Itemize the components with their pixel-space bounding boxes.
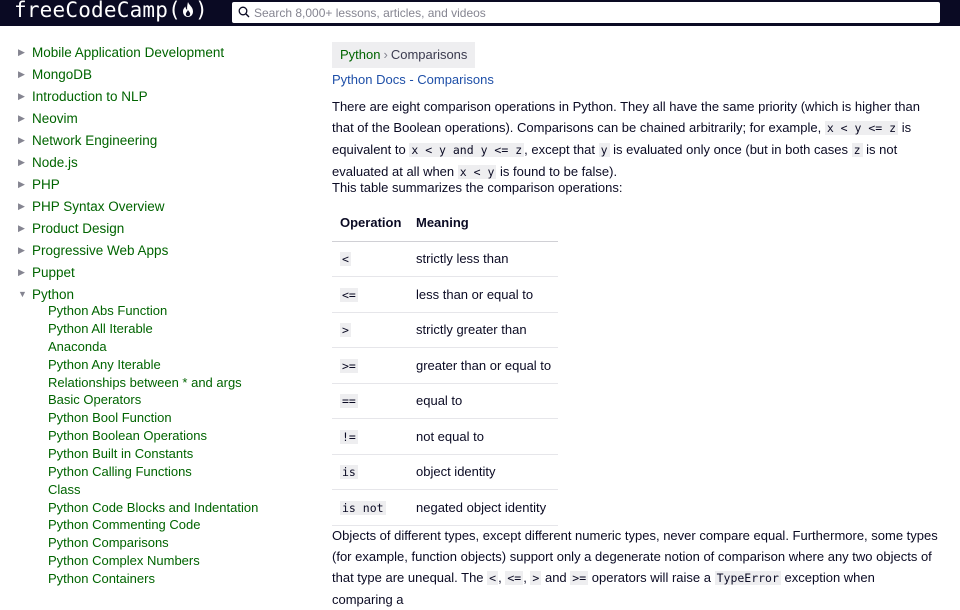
table-row — [332, 312, 558, 348]
caret-right-icon: ▶ — [18, 68, 25, 79]
sidebar-subitem-containers[interactable]: Python Containers — [48, 571, 155, 586]
breadcrumb-separator: › — [383, 47, 388, 62]
meaning-cell: object identity — [408, 454, 558, 490]
operator-code: <= — [342, 287, 356, 302]
caret-right-icon: ▶ — [18, 112, 25, 123]
sidebar-subitem-python-all[interactable]: Python All Iterable — [48, 321, 153, 336]
search-input[interactable] — [254, 2, 934, 23]
table-row — [332, 490, 558, 526]
caret-right-icon: ▶ — [18, 244, 25, 255]
search-bar — [232, 2, 940, 23]
meaning-cell: equal to — [408, 383, 558, 419]
caret-right-icon: ▶ — [18, 156, 25, 167]
freecodecamp-logo[interactable]: freeCodeCamp( ) — [14, 0, 208, 22]
operator-code: != — [342, 429, 356, 444]
meaning-cell: negated object identity — [408, 490, 558, 526]
table-row — [332, 277, 558, 313]
sidebar-item-puppet[interactable]: ▶ Puppet — [18, 264, 75, 280]
summary-paragraph: This table summarizes the comparison operations: — [332, 180, 623, 195]
inline-code: x < y and y <= z — [411, 143, 523, 157]
sidebar-subitem-boolean-operations[interactable]: Python Boolean Operations — [48, 428, 207, 443]
caret-right-icon: ▶ — [18, 46, 25, 57]
inline-code: z — [853, 143, 861, 157]
sidebar-subitem-python-any[interactable]: Python Any Iterable — [48, 357, 161, 372]
meaning-cell: less than or equal to — [408, 277, 558, 313]
operator-code: is — [342, 465, 356, 480]
caret-right-icon: ▶ — [18, 200, 25, 211]
sidebar-item-neovim[interactable]: ▶ Neovim — [18, 110, 78, 126]
sidebar-subitem-built-in-constants[interactable]: Python Built in Constants — [48, 446, 194, 461]
intro-paragraph: There are eight comparison operations in Python. They all have the same priority (which is higher than that of the Boolean operations). Comparisons can be chained arbitrarily; for example, x < y <= z is equivalent to x < y and y <= z , except that y is evaluated only once (but in both cases z is not evaluated at all when x < y is found to be false). — [332, 99, 920, 179]
table-row — [332, 348, 558, 384]
sidebar-nav — [0, 26, 320, 586]
flame-icon — [181, 1, 195, 18]
breadcrumb-parent[interactable]: Python — [340, 47, 381, 62]
sidebar-item-php-syntax[interactable]: ▶ PHP Syntax Overview — [18, 198, 165, 214]
meaning-cell: not equal to — [408, 419, 558, 455]
sidebar-item-mobile-app-dev[interactable]: ▶ Mobile Application Development — [18, 44, 225, 60]
sidebar-subitem-star-args[interactable]: Relationships between * and args — [48, 375, 242, 390]
inline-code: <= — [507, 571, 522, 585]
column-header-operation: Operation — [332, 205, 408, 241]
sidebar-subitem-class[interactable]: Class — [48, 482, 81, 497]
article-content — [332, 26, 942, 607]
operator-code: == — [342, 394, 356, 409]
caret-right-icon: ▶ — [18, 222, 25, 233]
caret-down-icon: ▼ — [18, 289, 27, 299]
caret-right-icon: ▶ — [18, 134, 25, 145]
table-row — [332, 419, 558, 455]
table-row — [332, 241, 558, 277]
operator-code: < — [342, 252, 349, 267]
table-header-row — [332, 205, 558, 241]
inline-code: y — [600, 143, 608, 157]
python-docs-link[interactable]: Python Docs - Comparisons — [332, 72, 494, 87]
operator-code: is not — [342, 500, 384, 515]
sidebar-item-network-engineering[interactable]: ▶ Network Engineering — [18, 132, 158, 148]
operator-code: >= — [342, 358, 356, 373]
sidebar-item-php[interactable]: ▶ PHP — [18, 176, 60, 192]
inline-code: < — [489, 571, 497, 585]
objects-paragraph: Objects of different types, except different numeric types, never compare equal. Furthermore, some types (for example, function objects) support only a degenerate notion of comparison where any two objects of that type are unequal. The < , <= , > and >= operators will raise a TypeError exception when comparing a — [332, 528, 938, 607]
meaning-cell: strictly greater than — [408, 312, 558, 348]
search-icon — [238, 6, 250, 18]
column-header-meaning: Meaning — [408, 205, 558, 241]
sidebar-subitem-python-abs[interactable]: Python Abs Function — [48, 303, 168, 318]
inline-code: TypeError — [716, 571, 779, 585]
sidebar-item-nodejs[interactable]: ▶ Node.js — [18, 154, 78, 170]
breadcrumb-current: Comparisons — [390, 47, 468, 62]
sidebar-subitem-commenting-code[interactable]: Python Commenting Code — [48, 517, 201, 532]
top-navbar — [0, 0, 960, 26]
sidebar-subitem-code-blocks[interactable]: Python Code Blocks and Indentation — [48, 500, 259, 515]
sidebar-item-pwa[interactable]: ▶ Progressive Web Apps — [18, 242, 169, 258]
sidebar-subitem-anaconda[interactable]: Anaconda — [48, 339, 107, 354]
sidebar-item-python[interactable]: ▼ Python — [18, 286, 75, 302]
sidebar-subitem-basic-operators[interactable]: Basic Operators — [48, 392, 142, 407]
caret-right-icon: ▶ — [18, 178, 25, 189]
sidebar-subitem-bool-function[interactable]: Python Bool Function — [48, 410, 172, 425]
sidebar-item-mongodb[interactable]: ▶ MongoDB — [18, 66, 93, 82]
operator-code: > — [342, 323, 349, 338]
sidebar-subitem-complex-numbers[interactable]: Python Complex Numbers — [48, 553, 200, 568]
sidebar-item-product-design[interactable]: ▶ Product Design — [18, 220, 125, 236]
meaning-cell: greater than or equal to — [408, 348, 558, 384]
caret-right-icon: ▶ — [18, 90, 25, 101]
inline-code: x < y — [459, 165, 495, 179]
sidebar-item-nlp[interactable]: ▶ Introduction to NLP — [18, 88, 148, 104]
table-row — [332, 383, 558, 419]
comparison-table — [332, 205, 558, 526]
sidebar-subitem-calling-functions[interactable]: Python Calling Functions — [48, 464, 192, 479]
table-row — [332, 454, 558, 490]
sidebar-subitem-comparisons[interactable]: Python Comparisons — [48, 535, 169, 550]
caret-right-icon: ▶ — [18, 266, 25, 277]
inline-code: > — [532, 571, 540, 585]
breadcrumb — [332, 42, 475, 68]
inline-code: >= — [572, 571, 587, 585]
inline-code: x < y <= z — [826, 121, 897, 135]
meaning-cell: strictly less than — [408, 241, 558, 277]
